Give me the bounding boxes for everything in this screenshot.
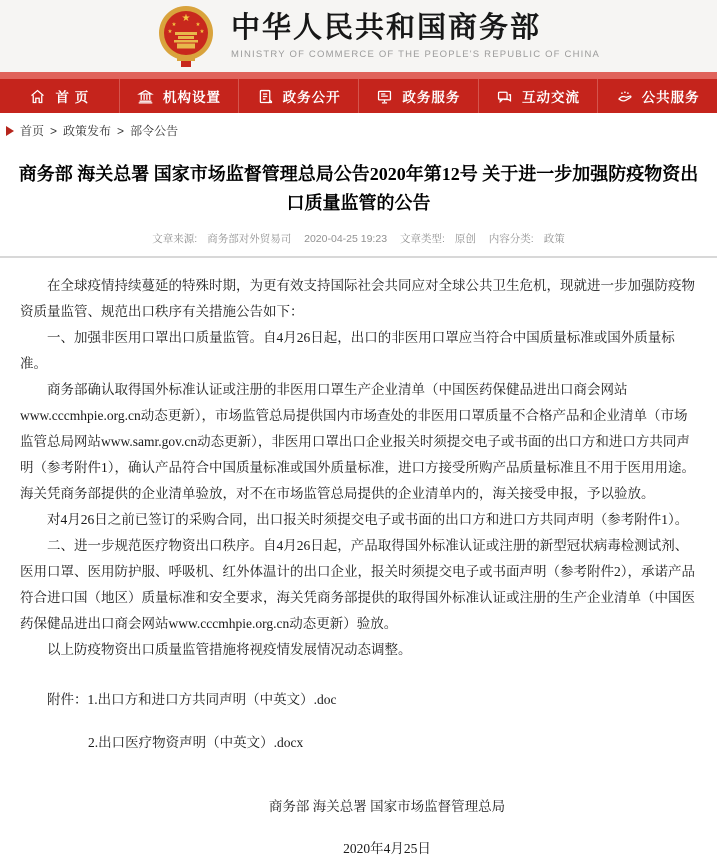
- site-header: [0, 0, 717, 72]
- chat-icon: [496, 88, 513, 105]
- site-subtitle: MINISTRY OF COMMERCE OF THE PEOPLE'S REPUBLIC OF CHINA: [231, 49, 601, 60]
- svg-text:★: ★: [181, 13, 191, 24]
- attachments-section: [20, 687, 697, 756]
- attachment-link-doc[interactable]: 1.出口方和进口方共同声明（中英文）.doc: [87, 692, 337, 707]
- nav-item-public-services[interactable]: [597, 79, 717, 113]
- meta-source-value: 商务部对外贸易司: [207, 233, 292, 245]
- monitor-icon: [376, 88, 393, 105]
- institution-icon: [137, 88, 154, 105]
- svg-text:★: ★: [199, 29, 205, 35]
- article-title: 商务部 海关总署 国家市场监督管理总局公告2020年第12号 关于进一步加强防疫物资出口质量监管的公告: [18, 164, 699, 213]
- site-title: 中华人民共和国商务部: [231, 12, 542, 44]
- nav-item-label: 机构设置: [163, 90, 221, 105]
- meta-type-label: 文章类型:: [399, 233, 445, 245]
- breadcrumb: [0, 113, 717, 144]
- breadcrumb-link-policy-release[interactable]: 政策发布: [63, 124, 112, 138]
- home-icon: [29, 88, 46, 105]
- paragraph: 商务部确认取得国外标准认证或注册的非医用口罩生产企业清单（中国医药保健品进出口商会网站www.cccmhpie.org.cn动态更新），市场监管总局提供国内市场查处的非医用口罩质量不合格产品和企业清单（市场监管总局网站www.samr.gov.cn动态更新），非医用口罩出口企业报关时须提交电子或书面的出口方和进口方共同声明（参考附件1），确认产品符合中国质量标准或国外质量标准，进口方接受所购产品质量标准且不用于医用用途。海关凭商务部提供的企业清单验放，对不在市场监管总局提供的企业清单内的，海关接受申报，予以验放。: [20, 382, 695, 501]
- paragraph: 对4月26日之前已签订的采购合同，出口报关时须提交电子或书面的出口方和进口方共同声明（参考附件1）。: [47, 512, 689, 527]
- paragraph: 二、进一步规范医疗物资出口秩序。自4月26日起，产品取得国外标准认证或注册的新型冠状病毒检测试剂、医用口罩、医用防护服、呼吸机、红外体温计的出口企业，报关时须提交电子或书面声明（参考附件2），承诺产品符合进口国（地区）质量标准和安全要求，海关凭商务部提供的取得国外标准认证或注册的生产企业清单（中国医药保健品进出口商会网站www.cccmhpie.org.cn动态更新）验放。: [20, 538, 695, 631]
- signature-org: 商务部 海关总署 国家市场监督管理总局: [268, 799, 506, 814]
- paragraph: 以上防疫物资出口质量监管措施将视疫情发展情况动态调整。: [47, 642, 412, 657]
- attachment-link-docx[interactable]: 2.出口医疗物资声明（中英文）.docx: [88, 735, 304, 750]
- nav-item-home[interactable]: [0, 79, 119, 113]
- signature-block: [227, 794, 547, 862]
- article-body: [0, 258, 717, 862]
- nav-item-gov-services[interactable]: [358, 79, 478, 113]
- service-hand-icon: [616, 88, 633, 105]
- attachment-line: [20, 687, 697, 713]
- meta-source-label: 文章来源:: [152, 233, 198, 245]
- nav-item-label: 互动交流: [522, 90, 581, 105]
- nav-item-label: 政务公开: [282, 90, 341, 105]
- nav-top-strip: [0, 72, 717, 79]
- attachments-label: 附件：: [47, 692, 88, 707]
- red-arrow-icon: [6, 126, 14, 136]
- china-national-emblem-icon: [155, 4, 217, 70]
- breadcrumb-separator: >: [50, 123, 58, 138]
- paragraph: 在全球疫情持续蔓延的特殊时期，为更有效支持国际社会共同应对全球公共卫生危机，现就进一步加强防疫物资质量监管、规范出口秩序有关措施公告如下：: [20, 278, 695, 319]
- meta-type-value: 原创: [454, 233, 476, 245]
- svg-text:★: ★: [167, 29, 173, 35]
- meta-category-value: 政策: [543, 233, 565, 245]
- signature-date: 2020年4月25日: [343, 841, 431, 856]
- breadcrumb-separator: >: [117, 123, 125, 138]
- breadcrumb-link-home[interactable]: 首页: [20, 124, 45, 138]
- article-meta: [0, 231, 717, 258]
- nav-item-label: 公共服务: [641, 90, 700, 105]
- nav-item-institutions[interactable]: [119, 79, 239, 113]
- paragraph: 一、加强非医用口罩出口质量监管。自4月26日起，出口的非医用口罩应当符合中国质量标准或国外质量标准。: [20, 330, 675, 371]
- meta-datetime: 2020-04-25 19:23: [304, 233, 388, 245]
- svg-text:★: ★: [195, 22, 201, 28]
- nav-item-label: 首 页: [55, 90, 90, 105]
- nav-item-label: 政务服务: [402, 90, 461, 105]
- svg-text:★: ★: [171, 22, 177, 28]
- nav-item-interaction[interactable]: [478, 79, 598, 113]
- attachment-line: [20, 730, 697, 756]
- nav-item-gov-disclosure[interactable]: [238, 79, 358, 113]
- main-nav: [0, 79, 717, 113]
- meta-category-label: 内容分类:: [488, 233, 534, 245]
- document-icon: [257, 88, 274, 105]
- breadcrumb-link-announcements[interactable]: 部令公告: [130, 124, 179, 138]
